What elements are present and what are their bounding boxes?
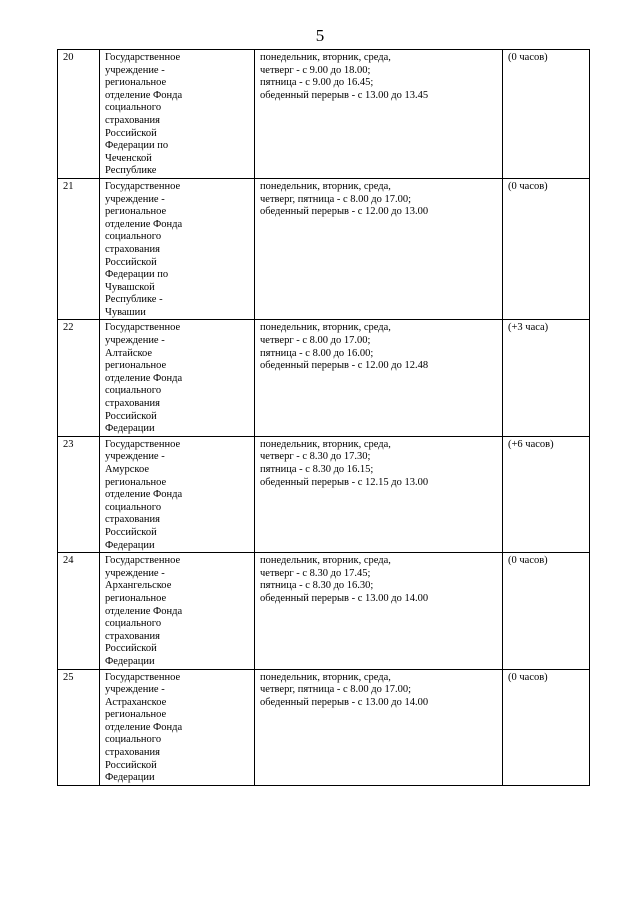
organization-name-line: Амурское xyxy=(105,464,149,475)
working-hours-line: обеденный перерыв - с 12.00 до 13.00 xyxy=(260,206,429,218)
working-hours-line: пятница - с 8.00 до 16.00; xyxy=(260,347,374,359)
organization-name-line: Чувашии xyxy=(105,306,146,318)
organization-name-line: Республике xyxy=(105,165,157,177)
organization-name-line: социального xyxy=(105,102,162,114)
time-offset: (0 часов) xyxy=(503,553,590,669)
time-offset: (0 часов) xyxy=(503,50,590,179)
organization-name-line: отделение Фонда xyxy=(105,89,183,101)
organization-name-line: Государственное xyxy=(105,322,181,334)
organization-name-line: отделение Фонда xyxy=(105,721,183,733)
row-number: 23 xyxy=(58,436,100,552)
organization-name-line: Алтайское xyxy=(105,347,153,359)
table-row xyxy=(58,553,590,669)
working-hours-line: пятница - с 9.00 до 16.45; xyxy=(260,77,374,89)
row-number: 20 xyxy=(58,50,100,179)
organization-name-line: Астраханское xyxy=(105,696,167,708)
organization-name-line: Федерации по xyxy=(105,140,169,152)
time-offset: (0 часов) xyxy=(503,178,590,320)
table-row xyxy=(58,320,590,436)
organization-name-line: социального xyxy=(105,385,162,397)
working-hours-line: пятница - с 8.30 до 16.30; xyxy=(260,580,374,592)
organization-name-line: отделение Фонда xyxy=(105,489,183,501)
organization-name-line: страхования xyxy=(105,114,160,126)
time-offset: (+6 часов) xyxy=(503,436,590,552)
working-hours xyxy=(255,320,503,436)
organization-name xyxy=(100,178,255,320)
organization-name-line: учреждение - xyxy=(105,193,165,205)
working-hours-line: понедельник, вторник, среда, xyxy=(260,438,391,450)
organization-name-line: учреждение - xyxy=(105,335,165,347)
row-number: 24 xyxy=(58,553,100,669)
page-number: 5 xyxy=(315,26,325,45)
working-hours-line: четверг, пятница - с 8.00 до 17.00; xyxy=(260,193,412,205)
working-hours-line: четверг - с 9.00 до 18.00; xyxy=(260,64,371,76)
row-number: 25 xyxy=(58,669,100,785)
organization-name-line: Федерации по xyxy=(105,269,169,281)
organization-name-line: Российской xyxy=(105,759,157,771)
organization-name-line: Российской xyxy=(105,127,157,139)
organization-name xyxy=(100,669,255,785)
organization-name-line: Государственное xyxy=(105,555,181,567)
working-hours-line: четверг - с 8.30 до 17.45; xyxy=(260,567,371,579)
organization-name xyxy=(100,320,255,436)
organization-name-line: региональное xyxy=(105,709,167,721)
schedule-table xyxy=(57,49,590,786)
organization-name-line: Российской xyxy=(105,410,157,422)
organization-name-line: региональное xyxy=(105,592,167,604)
working-hours-line: обеденный перерыв - с 12.15 до 13.00 xyxy=(260,476,429,488)
row-number: 21 xyxy=(58,178,100,320)
organization-name-line: социального xyxy=(105,231,162,243)
working-hours-line: обеденный перерыв - с 13.00 до 13.45 xyxy=(260,89,429,101)
working-hours xyxy=(255,436,503,552)
organization-name-line: Федерации xyxy=(105,423,155,435)
organization-name-line: Федерации xyxy=(105,655,155,667)
working-hours-line: обеденный перерыв - с 13.00 до 14.00 xyxy=(260,592,429,604)
organization-name-line: социального xyxy=(105,501,162,513)
organization-name-line: Чеченской xyxy=(105,152,152,164)
organization-name-line: страхования xyxy=(105,398,160,410)
organization-name-line: региональное xyxy=(105,206,167,218)
organization-name-line: учреждение - xyxy=(105,684,165,696)
organization-name-line: региональное xyxy=(105,476,167,488)
table-row xyxy=(58,178,590,320)
working-hours-line: обеденный перерыв - с 13.00 до 14.00 xyxy=(260,696,429,708)
table-row xyxy=(58,669,590,785)
organization-name-line: региональное xyxy=(105,360,167,372)
table-row xyxy=(58,436,590,552)
time-offset: (0 часов) xyxy=(503,669,590,785)
organization-name-line: социального xyxy=(105,734,162,746)
table-row xyxy=(58,50,590,179)
organization-name-line: Государственное xyxy=(105,180,181,192)
time-offset: (+3 часа) xyxy=(503,320,590,436)
organization-name-line: социального xyxy=(105,618,162,630)
working-hours-line: обеденный перерыв - с 12.00 до 12.48 xyxy=(260,360,429,372)
organization-name-line: Государственное xyxy=(105,52,181,63)
organization-name-line: отделение Фонда xyxy=(105,218,183,230)
organization-name-line: Российской xyxy=(105,526,157,538)
organization-name-line: Архангельское xyxy=(105,580,172,592)
organization-name xyxy=(100,50,255,179)
schedule-table-body xyxy=(58,50,590,786)
organization-name-line: страхования xyxy=(105,630,160,642)
working-hours-line: понедельник, вторник, среда, xyxy=(260,555,391,567)
working-hours-line: понедельник, вторник, среда, xyxy=(260,322,391,334)
organization-name xyxy=(100,436,255,552)
organization-name-line: Федерации xyxy=(105,772,155,784)
organization-name-line: Государственное xyxy=(105,438,181,450)
organization-name-line: Чувашской xyxy=(105,281,155,293)
organization-name-line: учреждение - xyxy=(105,567,165,579)
working-hours-line: четверг - с 8.30 до 17.30; xyxy=(260,451,371,463)
organization-name-line: страхования xyxy=(105,243,160,255)
organization-name-line: отделение Фонда xyxy=(105,372,183,384)
organization-name-line: учреждение - xyxy=(105,64,165,76)
organization-name-line: учреждение - xyxy=(105,451,165,463)
working-hours-line: понедельник, вторник, среда, xyxy=(260,180,391,192)
organization-name xyxy=(100,553,255,669)
organization-name-line: Государственное xyxy=(105,671,181,683)
working-hours xyxy=(255,50,503,179)
working-hours xyxy=(255,178,503,320)
organization-name-line: отделение Фонда xyxy=(105,605,183,617)
organization-name-line: страхования xyxy=(105,747,160,759)
working-hours xyxy=(255,553,503,669)
working-hours xyxy=(255,669,503,785)
working-hours-line: понедельник, вторник, среда, xyxy=(260,52,391,63)
organization-name-line: Федерации xyxy=(105,539,155,551)
working-hours-line: четверг - с 8.00 до 17.00; xyxy=(260,335,371,347)
working-hours-line: пятница - с 8.30 до 16.15; xyxy=(260,464,374,475)
row-number: 22 xyxy=(58,320,100,436)
working-hours-line: понедельник, вторник, среда, xyxy=(260,671,391,683)
organization-name-line: страхования xyxy=(105,514,160,526)
organization-name-line: Российской xyxy=(105,256,157,268)
organization-name-line: региональное xyxy=(105,77,167,89)
organization-name-line: Российской xyxy=(105,643,157,655)
working-hours-line: четверг, пятница - с 8.00 до 17.00; xyxy=(260,684,412,696)
organization-name-line: Республике - xyxy=(105,294,163,306)
